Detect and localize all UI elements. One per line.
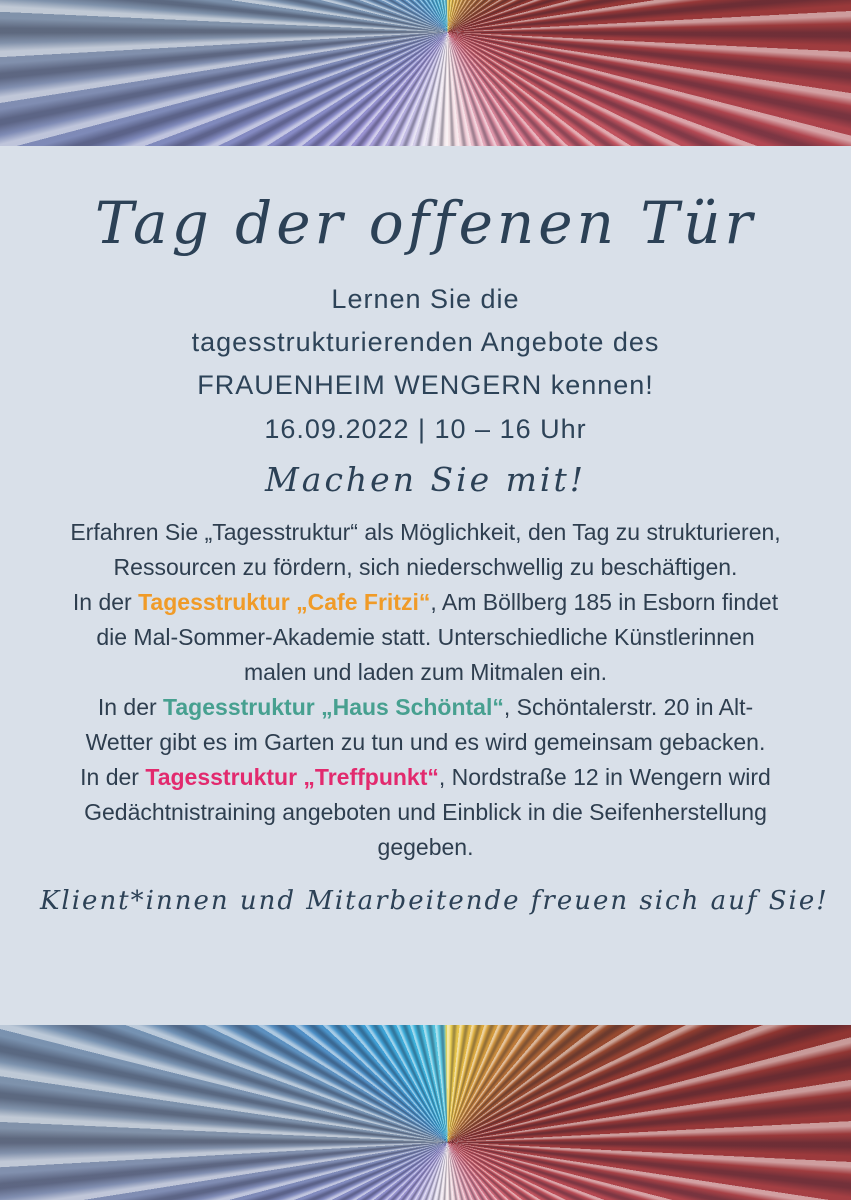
intro-block [40,278,811,407]
offer-name-haus-schoental: Tagesstruktur „Haus Schöntal“ [163,694,504,720]
flyer-content [0,146,851,1025]
intro-line-2: tagesstrukturierenden Angebote des [191,327,660,357]
intro-line-1: Lernen Sie die [331,284,520,314]
offer-paragraph-treffpunkt [66,760,786,865]
body-intro-paragraph: Erfahren Sie „Tagesstruktur“ als Möglichkeit, den Tag zu strukturieren, Ressourcen zu fördern, sich niederschwellig zu beschäftigen. [70,519,781,580]
offer-description: , Nordstraße 12 in Wengern wird Gedächtnistraining angeboten und Einblick in die Seifenherstellung gegeben. [84,764,771,860]
rainbow-starburst-top [0,0,851,146]
offer-description: , Schöntalerstr. 20 in Alt-Wetter gibt es im Garten zu tun und es wird gemeinsam gebacken. [85,694,766,755]
rainbow-starburst-bottom [0,1025,851,1200]
offer-prefix: In der [80,764,146,790]
page-title: Tag der offenen Tür [94,189,757,257]
offer-name-cafe-fritzi: Tagesstruktur „Cafe Fritzi“ [138,589,431,615]
offer-prefix: In der [97,694,164,720]
offer-paragraph-haus-schoental [66,690,786,760]
offer-paragraph-cafe-fritzi [66,585,786,690]
event-date: 16.09.2022 | 10 – 16 Uhr [264,414,587,444]
offer-description: , Am Böllberg 185 in Esborn findet die Mal-Sommer-Akademie statt. Unterschiedliche Künstlerinnen malen und laden zum Mitmalen ein. [96,589,779,685]
intro-line-3: FRAUENHEIM WENGERN kennen! [197,370,654,400]
offer-name-treffpunkt: Tagesstruktur „Treffpunkt“ [145,764,439,790]
body-text [66,515,786,865]
outro-script: Klient*innen und Mitarbeitende freuen sich auf Sie! [40,886,829,916]
cta-script: Machen Sie mit! [264,460,587,499]
offer-prefix: In der [72,589,139,615]
